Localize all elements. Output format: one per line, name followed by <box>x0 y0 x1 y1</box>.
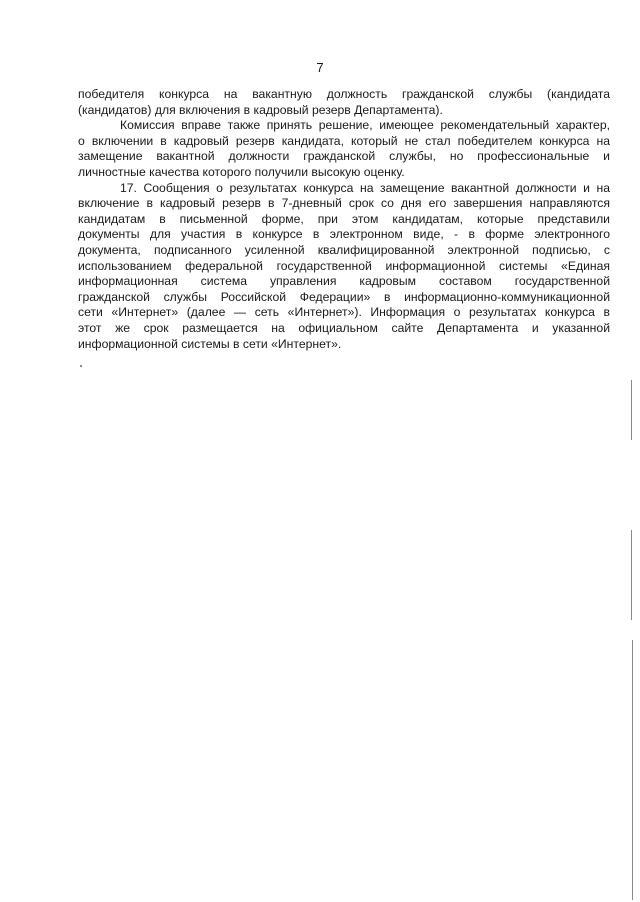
text-line: замещение вакантной должности гражданской службы, но профессиональные и <box>78 149 610 164</box>
scan-artifact <box>631 530 632 620</box>
text-line: использованием федеральной государственной информационной системы «Единая <box>78 258 610 273</box>
scan-artifact <box>632 640 633 900</box>
text-line: этот же срок размещается на официальном сайте Департамента и указанной <box>78 320 610 335</box>
text-line: Комиссия вправе также принять решение, имеющее рекомендательный характер, <box>120 118 610 133</box>
page-number: 7 <box>316 60 324 75</box>
text-line: (кандидатов) для включения в кадровый резерв Департамента). <box>78 102 443 117</box>
text-line: включение в кадровый резерв в 7-дневный срок со дня его завершения направляются <box>78 196 610 211</box>
text-line: гражданской службы Российской Федерации» в информационно-коммуникационной <box>78 289 610 304</box>
text-line: информационной системы в сети «Интернет». <box>78 336 342 351</box>
text-line: документа, подписанного усиленной квалифицированной электронной подписью, с <box>78 242 610 257</box>
text-line: информационная система управления кадровым составом государственной <box>78 274 610 289</box>
text-line: кандидатам в письменной форме, при этом кандидатам, которые представили <box>78 211 610 226</box>
text-line: документы для участия в конкурсе в электронном виде, - в форме электронного <box>78 227 610 242</box>
document-body <box>78 87 610 352</box>
text-line: 17. Сообщения о результатах конкурса на замещение вакантной должности и на <box>120 180 610 195</box>
text-line: сети «Интернет» (далее — сеть «Интернет»). Информация о результатах конкурса в <box>78 305 610 320</box>
scan-artifact <box>631 380 632 440</box>
text-line: о включении в кадровый резерв кандидата, который не стал победителем конкурса на <box>78 133 610 148</box>
text-line: личностные качества которого получили высокую оценку. <box>78 164 405 179</box>
scan-artifact <box>80 365 82 367</box>
text-line: победителя конкурса на вакантную должность гражданской службы (кандидата <box>78 87 610 101</box>
